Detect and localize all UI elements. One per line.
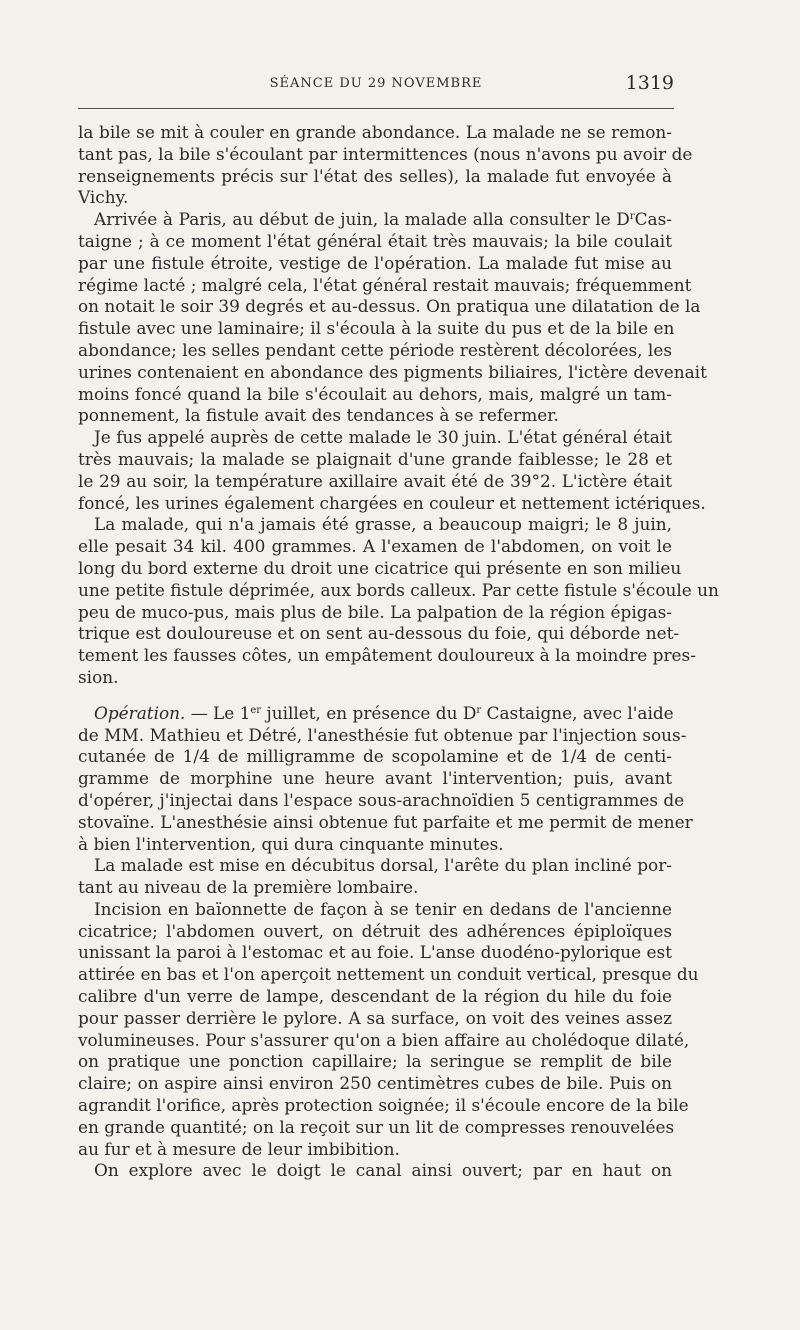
text-line: calibre d'un verre de lampe, descendant de la région du hile du foie (78, 986, 672, 1007)
text-line: sion. (78, 666, 119, 687)
text-line: agrandit l'orifice, après protection soignée; il s'écoule encore de la bile (78, 1095, 689, 1116)
text-line: tant au niveau de la première lombaire. (78, 877, 419, 898)
text-line: à bien l'intervention, qui dura cinquante minutes. (78, 833, 504, 854)
text-line: régime lacté ; malgré cela, l'état général restait mauvais; fréquemment (78, 274, 692, 295)
text-line: on pratique une ponction capillaire; la seringue se remplit de bile (78, 1051, 672, 1072)
text-line: Incision en baïonnette de façon à se tenir en dedans de l'ancienne (94, 898, 672, 919)
text-line: fistule avec une laminaire; il s'écoula à la suite du pus et de la bile en (78, 318, 675, 339)
paragraph-gap (78, 689, 672, 703)
text-line: gramme de morphine une heure avant l'intervention; puis, avant (78, 768, 672, 789)
text-line: claire; on aspire ainsi environ 250 centimètres cubes de bile. Puis on (78, 1073, 672, 1094)
text-line: très mauvais; la malade se plaignait d'une grande faiblesse; le 28 et (78, 448, 672, 469)
text-line: On explore avec le doigt le canal ainsi ouvert; par en haut on (94, 1160, 672, 1181)
text-line: peu de muco-pus, mais plus de bile. La palpation de la région épigas- (78, 601, 672, 622)
text-line: Vichy. (78, 187, 129, 208)
section-heading: Opération. (94, 702, 186, 723)
body-text (78, 122, 719, 1182)
running-title: SÉANCE DU 29 NOVEMBRE (269, 76, 483, 91)
text-line: taigne ; à ce moment l'état général était très mauvais; la bile coulait (78, 230, 672, 251)
text-line: foncé, les urines également chargées en couleur et nettement ictériques. (78, 492, 706, 513)
header-rule (78, 108, 674, 109)
text-line: Opération. — Le 1er juillet, en présence du $D^r$ Castaigne, avec l'aide (94, 702, 674, 723)
text-line: par une fistule étroite, vestige de l'opération. La malade fut mise au (78, 252, 672, 273)
text-line: renseignements précis sur l'état des selles), la malade fut envoyée à (78, 165, 672, 186)
text-line: stovaïne. L'anesthésie ainsi obtenue fut parfaite et me permit de mener (78, 811, 693, 832)
text-line: une petite fistule déprimée, aux bords calleux. Par cette fistule s'écoule un (78, 579, 719, 600)
text-line: La malade est mise en décubitus dorsal, l'arête du plan incliné por- (94, 855, 672, 876)
text-line: unissant la paroi à l'estomac et au foie. L'anse duodéno-pylorique est (78, 942, 672, 963)
page-number: 1319 (625, 72, 674, 94)
running-head (78, 72, 674, 96)
text-line: moins foncé quand la bile s'écoulait au dehors, mais, malgré un tam- (78, 383, 672, 404)
text-line: ponnement, la fistule avait des tendances à se refermer. (78, 405, 559, 426)
text-line: en grande quantité; on la reçoit sur un lit de compresses renouvelées (78, 1116, 675, 1137)
text-line: pour passer derrière le pylore. A sa surface, on voit des veines assez (78, 1007, 672, 1028)
text-line: le 29 au soir, la température axillaire avait été de 39°2. L'ictère était (78, 470, 672, 491)
text-line: au fur et à mesure de leur imbibition. (78, 1138, 400, 1159)
text-line: tant pas, la bile s'écoulant par intermittences (nous n'avons pu avoir de (78, 143, 693, 164)
text-line: cutanée de 1/4 de milligramme de scopolamine et de 1/4 de centi- (78, 746, 672, 767)
text-line: trique est douloureuse et on sent au-dessous du foie, qui déborde net- (78, 623, 680, 644)
text-line: urines contenaient en abondance des pigments biliaires, l'ictère devenait (78, 361, 707, 382)
text-line: long du bord externe du droit une cicatrice qui présente en son milieu (78, 557, 682, 578)
text-line: de MM. Mathieu et Détré, l'anesthésie fut obtenue par l'injection sous- (78, 724, 687, 745)
text-line: volumineuses. Pour s'assurer qu'on a bien affaire au cholédoque dilaté, (78, 1029, 690, 1050)
text-line: elle pesait 34 kil. 400 grammes. A l'examen de l'abdomen, on voit le (78, 536, 672, 557)
text-line: abondance; les selles pendant cette période restèrent décolorées, les (78, 339, 672, 360)
text-line: tement les fausses côtes, un empâtement douloureux à la moindre pres- (78, 645, 696, 666)
text-line: La malade, qui n'a jamais été grasse, a beaucoup maigri; le 8 juin, (94, 514, 672, 535)
text-line: la bile se mit à couler en grande abondance. La malade ne se remon- (78, 122, 672, 142)
text-line: attirée en bas et l'on aperçoit nettement un conduit vertical, presque du (78, 964, 699, 985)
text-line: cicatrice; l'abdomen ouvert, on détruit des adhérences épiploïques (78, 920, 672, 941)
text-line: d'opérer, j'injectai dans l'espace sous-arachnoïdien 5 centigrammes de (78, 789, 685, 810)
text-line: on notait le soir 39 degrés et au-dessus. On pratiqua une dilatation de la (78, 296, 701, 317)
text-line: Je fus appelé auprès de cette malade le 30 juin. L'état général était (94, 427, 672, 448)
text-line: Arrivée à Paris, au début de juin, la malade alla consulter le $D^rCas-$ (94, 209, 672, 230)
